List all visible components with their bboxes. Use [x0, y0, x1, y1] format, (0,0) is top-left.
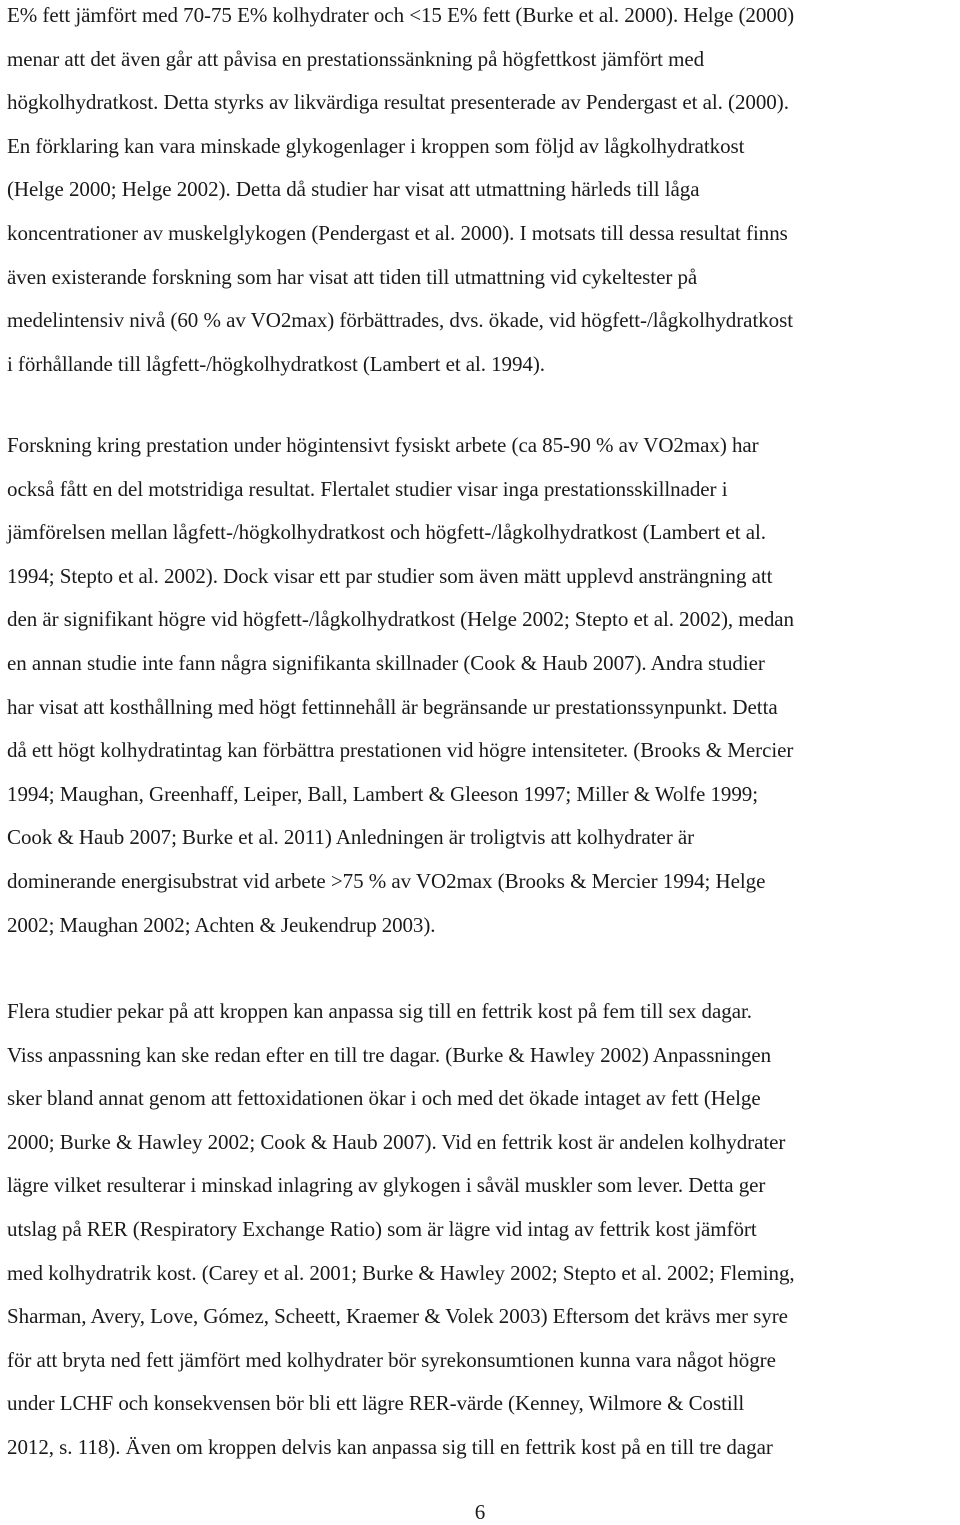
text-line: har visat att kosthållning med högt fettinnehåll är begränsande ur prestationssynpunkt. Detta [7, 694, 778, 719]
text-line: menar att det även går att påvisa en prestationssänkning på högfettkost jämfört med [7, 46, 705, 71]
text-line: medelintensiv nivå (60 % av VO2max) förbättrades, dvs. ökade, vid högfett-/lågkolhydratkost [7, 308, 794, 333]
text-line: dominerande energisubstrat vid arbete >75 % av VO2max (Brooks & Mercier 1994; Helge [7, 868, 766, 893]
text-line: En förklaring kan vara minskade glykogenlager i kroppen som följd av lågkolhydratkost [7, 133, 745, 158]
text-line: koncentrationer av muskelglykogen (Pendergast et al. 2000). I motsats till dessa resultat finns [7, 220, 788, 245]
text-line: också fått en del motstridiga resultat. Flertalet studier visar inga prestationsskillnader i [7, 476, 728, 501]
text-line: högkolhydratkost. Detta styrks av likvärdiga resultat presenterade av Pendergast et al. (2000). [7, 90, 789, 115]
text-line: under LCHF och konsekvensen bör bli ett lägre RER-värde (Kenney, Wilmore & Costill [7, 1391, 745, 1416]
page-number: 6 [474, 1500, 486, 1524]
text-line: Viss anpassning kan ske redan efter en till tre dagar. (Burke & Hawley 2002) Anpassningen [7, 1042, 772, 1067]
text-line: lägre vilket resulterar i minskad inlagring av glykogen i såväl muskler som lever. Detta ger [7, 1173, 766, 1198]
text-line: med kolhydratrik kost. (Carey et al. 2001; Burke & Hawley 2002; Stepto et al. 2002; Fleming, [7, 1260, 795, 1285]
text-line: sker bland annat genom att fettoxidationen ökar i och med det ökade intaget av fett (Helge [7, 1086, 761, 1111]
text-line: 1994; Stepto et al. 2002). Dock visar ett par studier som även mätt upplevd ansträngning att [7, 563, 773, 588]
text-line: 2000; Burke & Hawley 2002; Cook & Haub 2007). Vid en fettrik kost är andelen kolhydrater [7, 1129, 786, 1154]
text-line: Cook & Haub 2007; Burke et al. 2011) Anledningen är troligtvis att kolhydrater är [7, 825, 695, 850]
text-line: (Helge 2000; Helge 2002). Detta då studier har visat att utmattning härleds till låga [7, 177, 700, 202]
text-line: i förhållande till lågfett-/högkolhydratkost (Lambert et al. 1994). [7, 351, 545, 376]
text-line: Forskning kring prestation under högintensivt fysiskt arbete (ca 85-90 % av VO2max) har [7, 433, 759, 457]
text-line: jämförelsen mellan lågfett-/högkolhydratkost och högfett-/lågkolhydratkost (Lambert et al. [7, 520, 766, 545]
text-line: Sharman, Avery, Love, Gómez, Scheett, Kraemer & Volek 2003) Eftersom det krävs mer syre [7, 1304, 788, 1329]
text-line: 2012, s. 118). Även om kroppen delvis kan anpassa sig till en fettrik kost på en till tre dagar [7, 1434, 773, 1459]
body-paragraph [7, 0, 957, 386]
text-line: för att bryta ned fett jämfört med kolhydrater bör syrekonsumtionen kunna vara något högre [7, 1347, 776, 1372]
text-line: Flera studier pekar på att kroppen kan anpassa sig till en fettrik kost på fem till sex dagar. [7, 999, 752, 1023]
body-paragraph [7, 990, 957, 1470]
text-line: den är signifikant högre vid högfett-/lågkolhydratkost (Helge 2002; Stepto et al. 2002), medan [7, 607, 794, 632]
text-line: 2002; Maughan 2002; Achten & Jeukendrup 2003). [7, 912, 436, 937]
text-line: E% fett jämfört med 70-75 E% kolhydrater och <15 E% fett (Burke et al. 2000). Helge (2000) [7, 3, 795, 27]
text-line: en annan studie inte fann några signifikanta skillnader (Cook & Haub 2007). Andra studier [7, 650, 765, 675]
text-line: då ett högt kolhydratintag kan förbättra prestationen vid högre intensiteter. (Brooks & Mercier [7, 738, 794, 763]
text-line: 1994; Maughan, Greenhaff, Leiper, Ball, Lambert & Gleeson 1997; Miller & Wolfe 1999; [7, 781, 759, 806]
text-line: även existerande forskning som har visat att tiden till utmattning vid cykeltester på [7, 264, 698, 289]
body-paragraph [7, 424, 957, 947]
text-line: utslag på RER (Respiratory Exchange Ratio) som är lägre vid intag av fettrik kost jämfört [7, 1216, 757, 1241]
